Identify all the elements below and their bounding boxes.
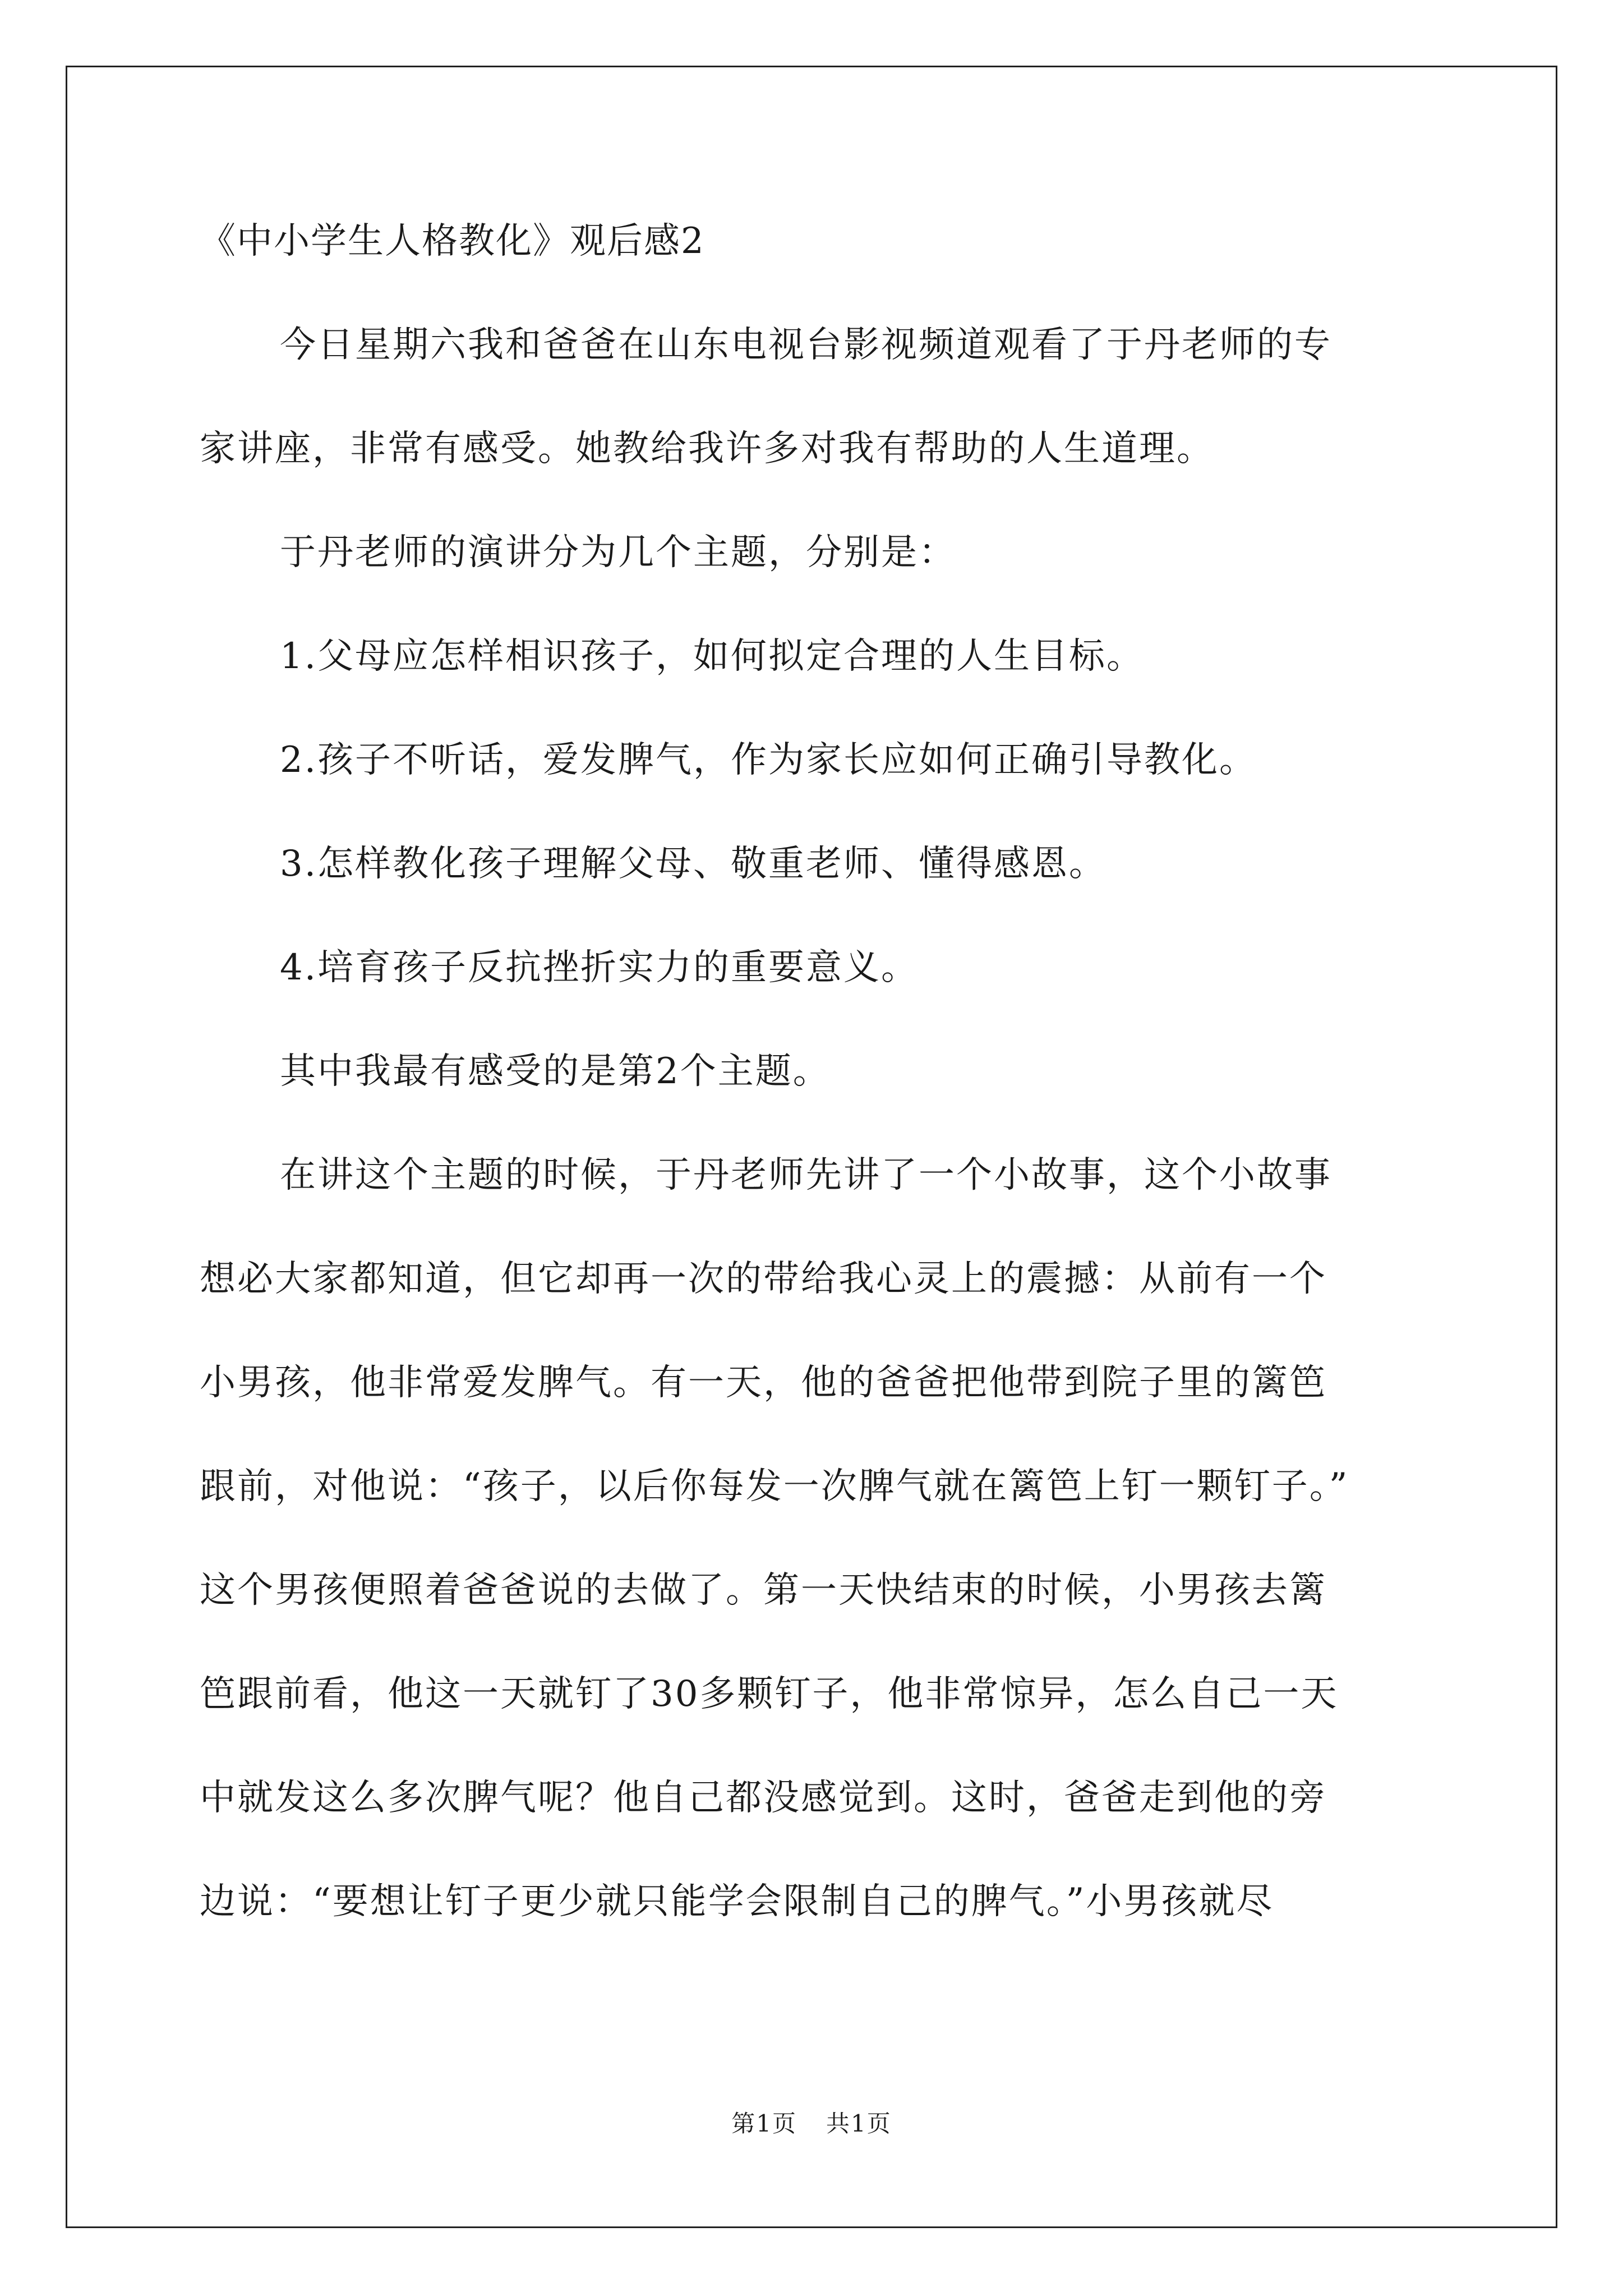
- list-item: 3.怎样教化孩子理解父母、敬重老师、懂得感恩。: [280, 843, 1107, 885]
- list-item: 1.父母应怎样相识孩子，如何拟定合理的人生目标。: [280, 636, 1145, 677]
- document-body: [200, 220, 1490, 1987]
- page-footer: [0, 2112, 1623, 2136]
- paragraph-line: 跟前，对他说：“孩子，以后你每发一次脾气就在篱笆上钉一颗钉子。”: [200, 1466, 1349, 1507]
- paragraph-line: 在讲这个主题的时候，于丹老师先讲了一个小故事，这个小故事: [280, 1154, 1332, 1196]
- paragraph-line: 这个男孩便照着爸爸说的去做了。第一天快结束的时候，小男孩去篱: [200, 1570, 1327, 1611]
- paragraph-line: 边说：“要想让钉子更少就只能学会限制自己的脾气。”小男孩就尽: [200, 1881, 1274, 1922]
- document-title: 《中小学生人格教化》观后感2: [200, 220, 705, 262]
- paragraph-line: 中就发这么多次脾气呢？他自己都没感觉到。这时，爸爸走到他的旁: [200, 1777, 1327, 1819]
- list-item: 4.培育孩子反抗挫折实力的重要意义。: [280, 947, 919, 988]
- page-number: 第1页: [731, 2110, 797, 2137]
- paragraph-line: 其中我最有感受的是第2个主题。: [280, 1051, 831, 1092]
- paragraph-line: 小男孩，他非常爱发脾气。有一天，他的爸爸把他带到院子里的篱笆: [200, 1362, 1327, 1404]
- paragraph-line: 今日星期六我和爸爸在山东电视台影视频道观看了于丹老师的专: [280, 324, 1332, 366]
- list-item: 2.孩子不听话，爱发脾气，作为家长应如何正确引导教化。: [280, 739, 1257, 781]
- paragraph-line: 家讲座，非常有感受。她教给我许多对我有帮助的人生道理。: [200, 428, 1214, 470]
- page-total: 共1页: [826, 2110, 892, 2137]
- paragraph-line: 笆跟前看，他这一天就钉了30多颗钉子，他非常惊异，怎么自己一天: [200, 1673, 1339, 1715]
- paragraph-line: 于丹老师的演讲分为几个主题，分别是：: [280, 532, 956, 573]
- paragraph-line: 想必大家都知道，但它却再一次的带给我心灵上的震撼：从前有一个: [200, 1258, 1327, 1300]
